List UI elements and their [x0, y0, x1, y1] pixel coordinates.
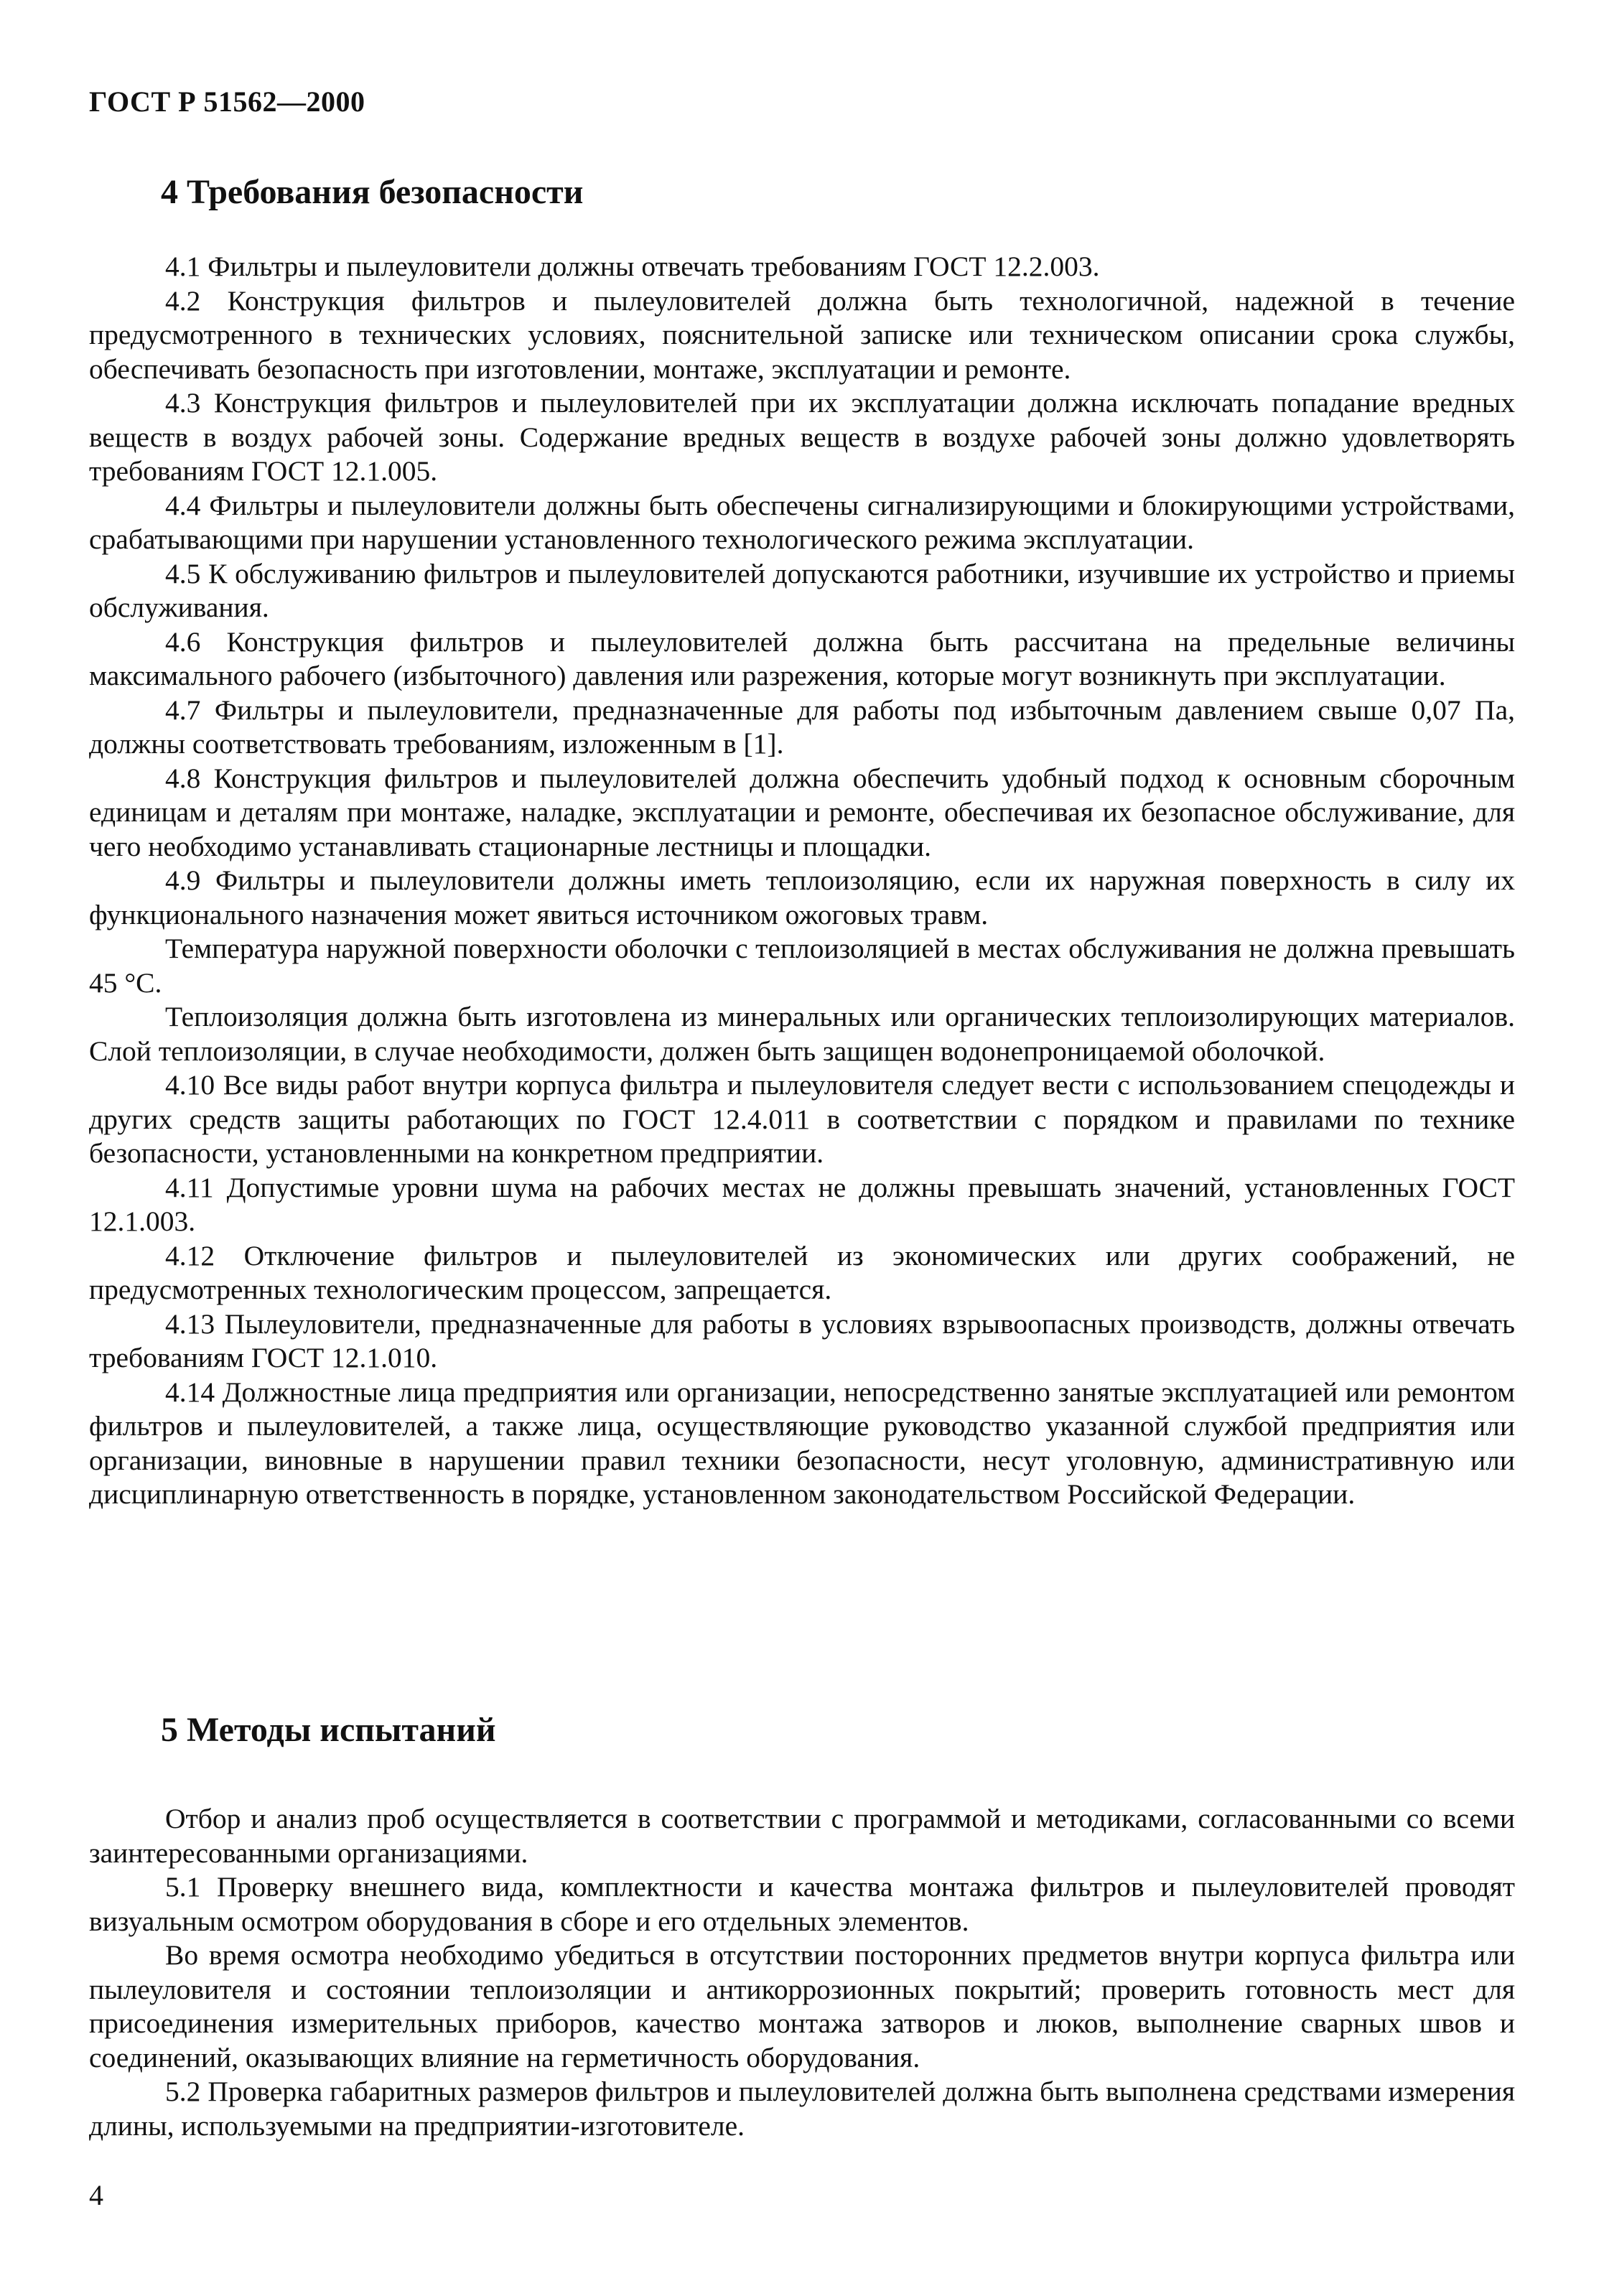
paragraph-4-9-insulation: Теплоизоляция должна быть изготовлена из минеральных или органических теплоизолирующих материалов. Слой теплоизоляции, в случае необходимости, должен быть защищен водонепроницаемой оболочкой.: [89, 1001, 1515, 1067]
section-5-title: 5 Методы испытаний: [161, 1711, 496, 1749]
paragraph-4-2: 4.2 Конструкция фильтров и пылеуловителей должна быть технологичной, надежной в течение предусмотренного в технических условиях, пояснительной записке или техническом описании срока службы, обеспечивать безопасность при изготовлении, монтаже, эксплуатации и ремонте.: [89, 284, 1515, 385]
document-code-header: ГОСТ Р 51562—2000: [89, 85, 365, 118]
paragraph-5-1: 5.1 Проверку внешнего вида, комплектности и качества монтажа фильтров и пылеуловителей проводят визуальным осмотром оборудования в сборе и его отдельных элементов.: [89, 1871, 1515, 1937]
paragraph-4-3: 4.3 Конструкция фильтров и пылеуловителей при их эксплуатации должна исключать попадание вредных веществ в воздух рабочей зоны. Содержание вредных веществ в воздухе рабочей зоны должно удовлетворять требованиям ГОСТ 12.1.005.: [89, 387, 1515, 487]
section-4-title: 4 Требования безопасности: [161, 173, 584, 211]
paragraph-4-1: 4.1 Фильтры и пылеуловители должны отвечать требованиям ГОСТ 12.2.003.: [165, 251, 1100, 282]
paragraph-4-10: 4.10 Все виды работ внутри корпуса фильтра и пылеуловителя следует вести с использованием спецодежды и других средств защиты работающих по ГОСТ 12.4.011 в соответствии с порядком и правилами по технике безопасности, установленными на конкретном предприятии.: [89, 1069, 1515, 1169]
paragraph-4-4: 4.4 Фильтры и пылеуловители должны быть обеспечены сигнализирующими и блокирующими устройствами, срабатывающими при нарушении установленного технологического режима эксплуатации.: [89, 489, 1515, 555]
paragraph-4-6: 4.6 Конструкция фильтров и пылеуловителей должна быть рассчитана на предельные величины максимального рабочего (избыточного) давления или разрежения, которые могут возникнуть при эксплуатации.: [89, 625, 1515, 691]
paragraph-4-14: 4.14 Должностные лица предприятия или организации, непосредственно занятые эксплуатацией или ремонтом фильтров и пылеуловителей, а также лица, осуществляющие руководство указанной службой предприятия или организации, виновные в нарушении правил техники безопасности, несут уголовную, административную или дисциплинарную ответственность в порядке, установленном законодательством Российской Федерации.: [89, 1376, 1515, 1510]
paragraph-5-intro: Отбор и анализ проб осуществляется в соответствии с программой и методиками, согласованными со всеми заинтересованными организациями.: [89, 1803, 1515, 1869]
paragraph-5-2: 5.2 Проверка габаритных размеров фильтров и пылеуловителей должна быть выполнена средствами измерения длины, используемыми на предприятии-изготовителе.: [89, 2076, 1515, 2142]
paragraph-4-13: 4.13 Пылеуловители, предназначенные для работы в условиях взрывоопасных производств, должны отвечать требованиям ГОСТ 12.1.010.: [89, 1307, 1515, 1373]
page-number: 4: [89, 2179, 103, 2211]
paragraph-4-5: 4.5 К обслуживанию фильтров и пылеуловителей допускаются работники, изучившие их устройство и приемы обслуживания.: [89, 557, 1515, 623]
section-5-body: [89, 1802, 1515, 2143]
section-4-body: [89, 250, 1515, 1512]
paragraph-4-9: 4.9 Фильтры и пылеуловители должны иметь теплоизоляцию, если их наружная поверхность в силу их функционального назначения может явиться источником ожоговых травм.: [89, 864, 1515, 930]
paragraph-4-8: 4.8 Конструкция фильтров и пылеуловителей должна обеспечить удобный подход к основным сборочным единицам и деталям при монтаже, наладке, эксплуатации и ремонте, обеспечивая их безопасное обслуживание, для чего необходимо устанавливать стационарные лестницы и площадки.: [89, 762, 1515, 862]
paragraph-4-12: 4.12 Отключение фильтров и пылеуловителей из экономических или других соображений, не предусмотренных технологическим процессом, запрещается.: [89, 1239, 1515, 1305]
paragraph-4-9-temperature: Температура наружной поверхности оболочки с теплоизоляцией в местах обслуживания не должна превышать 45 °С.: [89, 933, 1515, 999]
paragraph-4-11: 4.11 Допустимые уровни шума на рабочих местах не должны превышать значений, установленных ГОСТ 12.1.003.: [89, 1171, 1515, 1237]
paragraph-4-7: 4.7 Фильтры и пылеуловители, предназначенные для работы под избыточным давлением свыше 0,07 Па, должны соответствовать требованиям, изложенным в [1].: [89, 694, 1515, 760]
paragraph-5-1-inspection: Во время осмотра необходимо убедиться в отсутствии посторонних предметов внутри корпуса фильтра или пылеуловителя и состоянии теплоизоляции и антикоррозионных покрытий; проверить готовность мест для присоединения измерительных приборов, качество монтажа затворов и люков, выполнение сварных швов и соединений, оказывающих влияние на герметичность оборудования.: [89, 1939, 1515, 2073]
